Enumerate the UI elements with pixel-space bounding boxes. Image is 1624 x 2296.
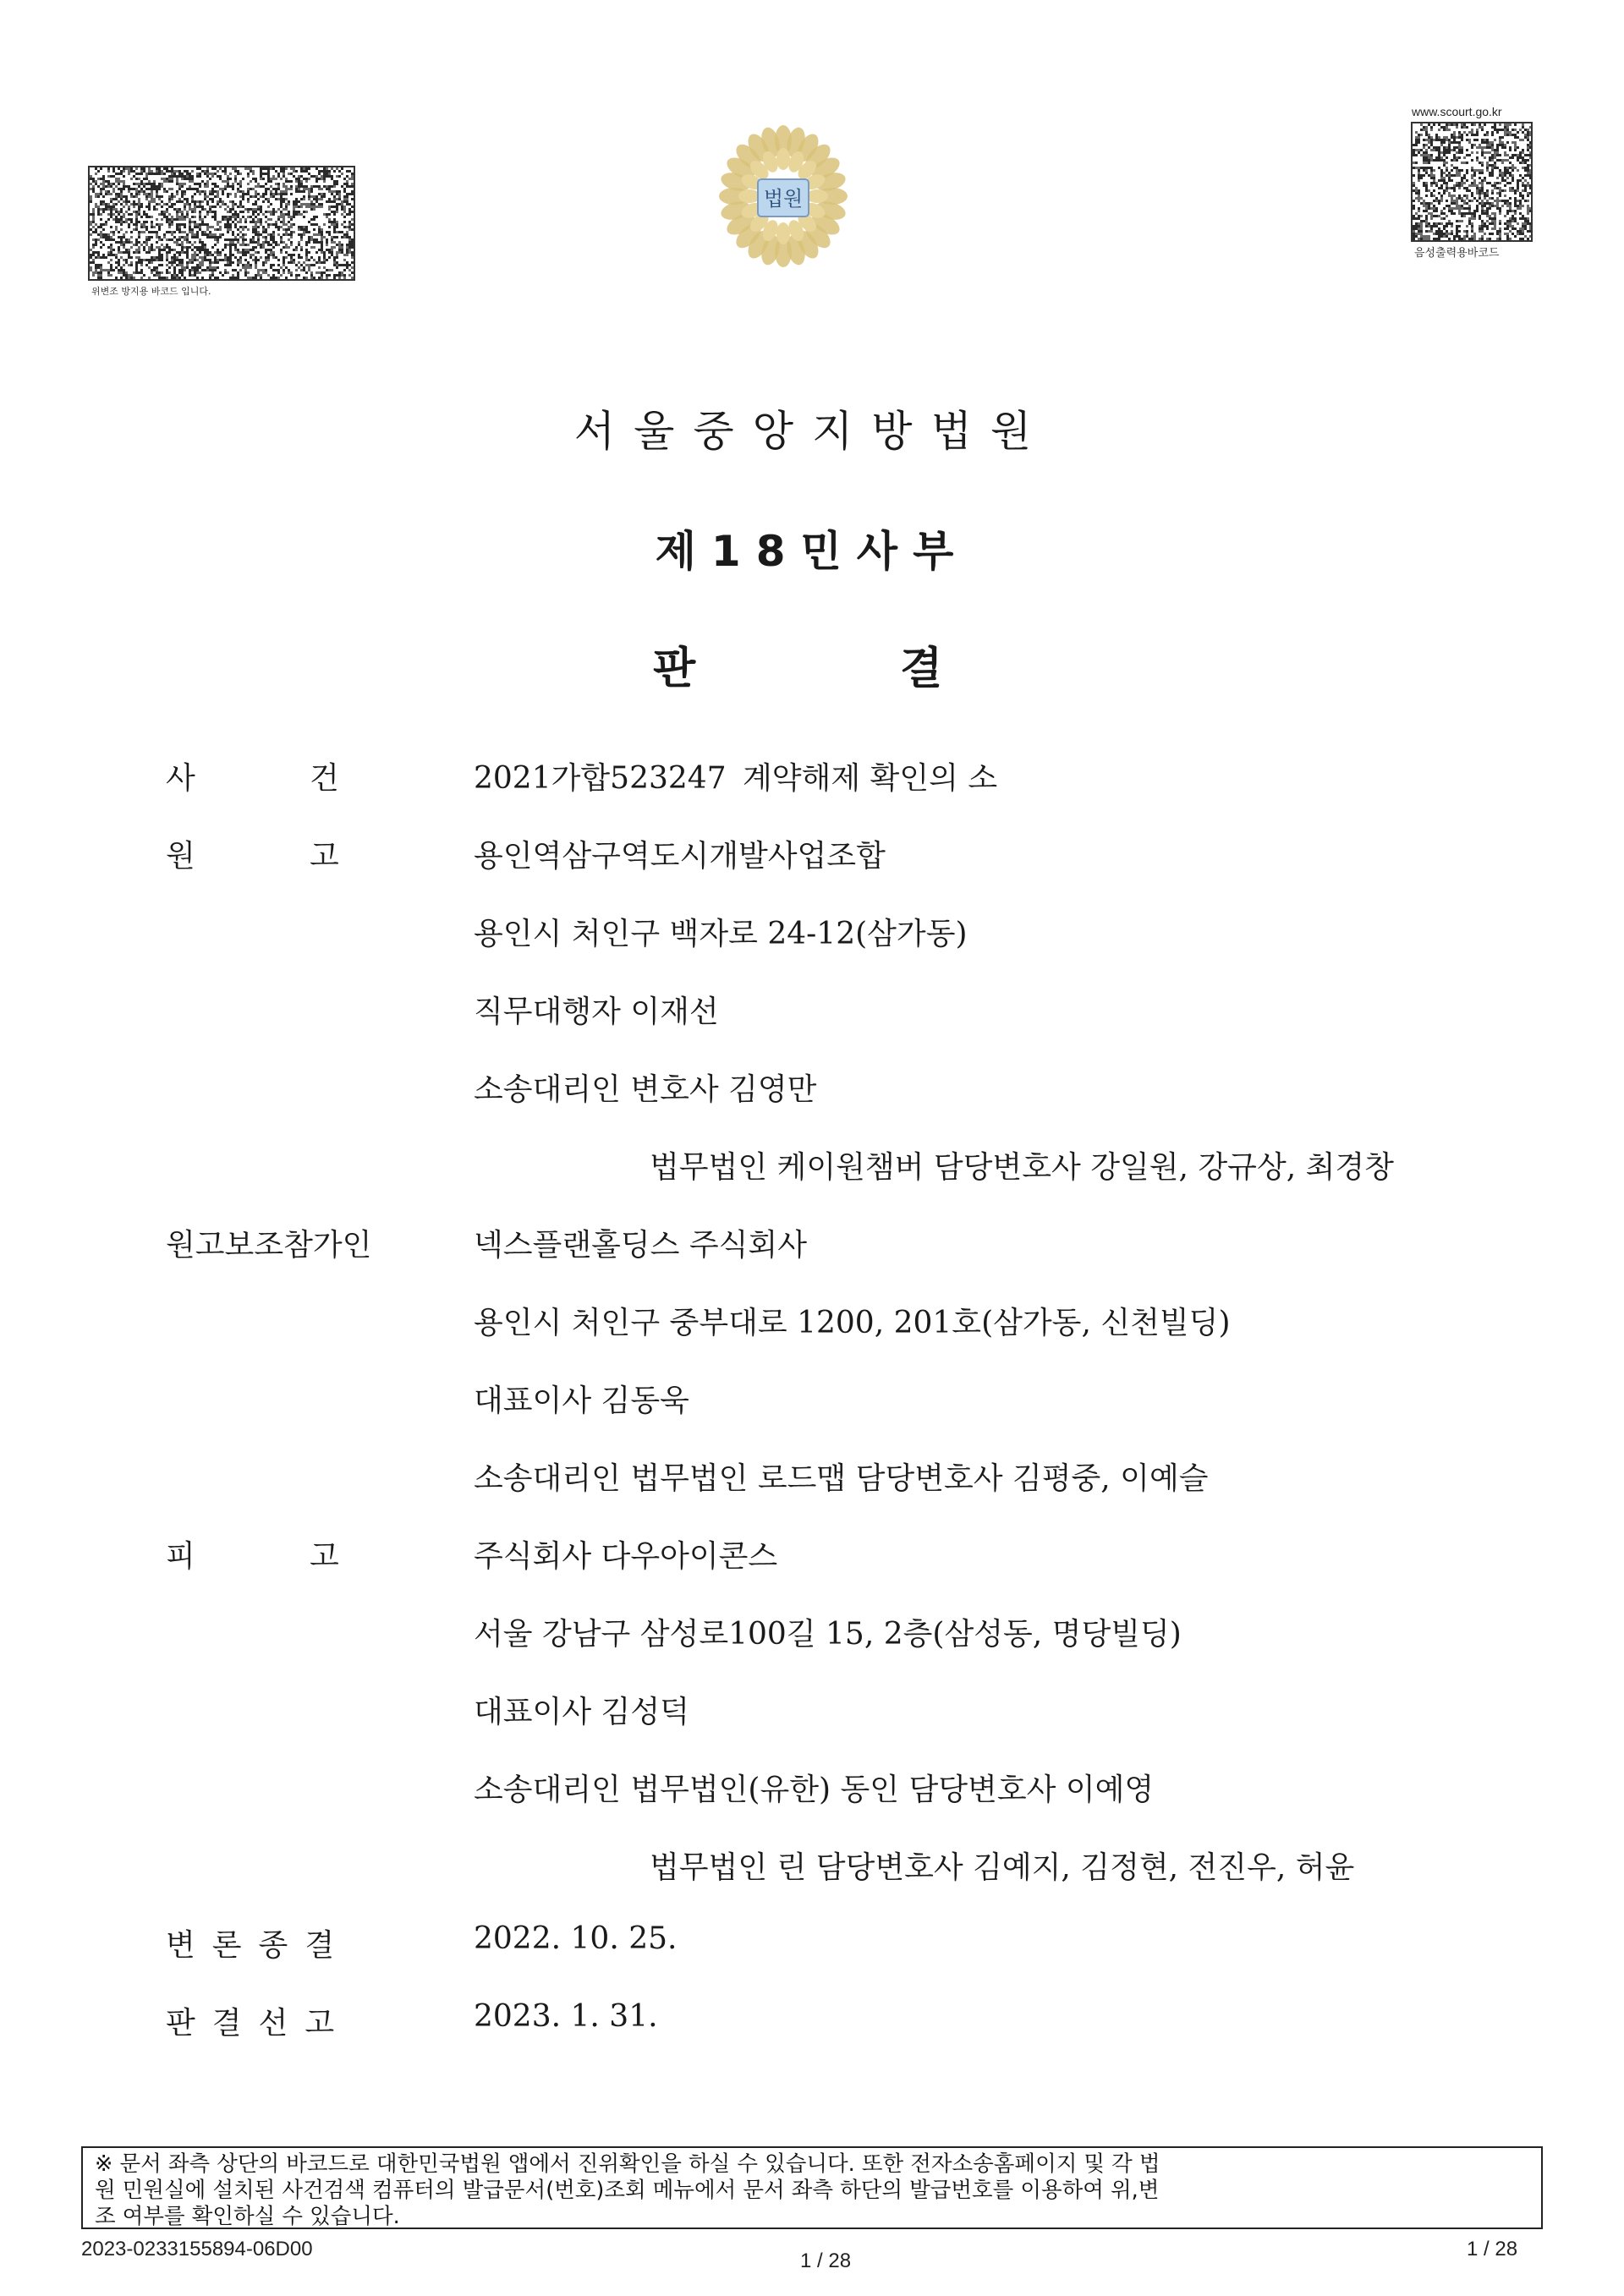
notice-line-1: ※ 문서 좌측 상단의 바코드로 대한민국법원 앱에서 진위확인을 하실 수 있습니다. 또한 전자소송홈페이지 및 각 법 [95, 2151, 1160, 2177]
defendant-counsel: 소송대리인 법무법인(유한) 동인 담당변호사 이예영 [474, 1773, 1155, 1807]
defendant-name: 주식회사 다우아이콘스 [474, 1539, 778, 1574]
closing-date-label: 변론종결 [166, 1928, 352, 1963]
case-label-1: 사 [166, 761, 195, 796]
defendant-label-2: 고 [310, 1539, 339, 1574]
seal-text: 법원 [763, 187, 804, 211]
anti-forgery-barcode [88, 166, 355, 281]
notice-line-2: 원 민원실에 설치된 사건검색 컴퓨터의 발급문서(번호)조회 메뉴에서 문서 좌측 하단의 발급번호를 이용하여 위,변 [95, 2178, 1160, 2203]
intervenor-label: 원고보조참가인 [166, 1228, 372, 1263]
court-name: 서울중앙지방법원 [573, 407, 1051, 456]
plaintiff-label-1: 원 [166, 839, 195, 874]
plaintiff-counsel: 소송대리인 변호사 김영만 [474, 1072, 817, 1107]
intervenor-counsel: 소송대리인 법무법인 로드맵 담당변호사 김평중, 이예슬 [474, 1461, 1209, 1496]
judgment-date-label: 판결선고 [166, 2006, 352, 2041]
plaintiff-address: 용인시 처인구 백자로 24-12(삼가동) [474, 917, 968, 951]
document-type-right: 결 [900, 644, 943, 694]
intervenor-representative: 대표이사 김동욱 [474, 1384, 689, 1418]
defendant-counsel-firm: 법무법인 린 담당변호사 김예지, 김정현, 전진우, 허윤 [650, 1850, 1355, 1885]
judgment-date: 2023. 1. 31. [474, 1999, 658, 2034]
defendant-representative: 대표이사 김성덕 [474, 1695, 689, 1729]
closing-date: 2022. 10. 25. [474, 1921, 678, 1956]
anti-forgery-barcode-caption: 위변조 방지용 바코드 입니다. [91, 286, 211, 297]
scourt-url: www.scourt.go.kr [1412, 105, 1502, 118]
document-type-left: 판 [653, 644, 696, 694]
issue-number: 2023-0233155894-06D00 [81, 2238, 313, 2260]
plaintiff-counsel-firm: 법무법인 케이원챔버 담당변호사 강일원, 강규상, 최경창 [650, 1150, 1394, 1185]
defendant-address: 서울 강남구 삼성로100길 15, 2층(삼성동, 명당빌딩) [474, 1617, 1182, 1652]
plaintiff-representative: 직무대행자 이재선 [474, 995, 719, 1029]
voice-output-barcode-caption: 음성출력용바코드 [1414, 247, 1500, 260]
verification-notice [81, 2146, 1543, 2229]
case-title: 계약해제 확인의 소 [743, 761, 998, 796]
division-name: 제18민사부 [655, 527, 969, 576]
plaintiff-name: 용인역삼구역도시개발사업조합 [474, 839, 886, 874]
intervenor-address: 용인시 처인구 중부대로 1200, 201호(삼가동, 신천빌딩) [474, 1306, 1231, 1340]
court-seal-emblem [716, 118, 851, 271]
page-number-right: 1 / 28 [1467, 2238, 1518, 2260]
plaintiff-label-2: 고 [310, 839, 339, 874]
page-number-center: 1 / 28 [800, 2249, 852, 2272]
case-label-2: 건 [310, 761, 339, 796]
notice-line-3: 조 여부를 확인하실 수 있습니다. [95, 2204, 400, 2229]
voice-output-barcode [1411, 122, 1533, 242]
intervenor-name: 넥스플랜홀딩스 주식회사 [474, 1228, 807, 1263]
defendant-label-1: 피 [166, 1539, 195, 1574]
case-number: 2021가합523247 [474, 761, 727, 796]
